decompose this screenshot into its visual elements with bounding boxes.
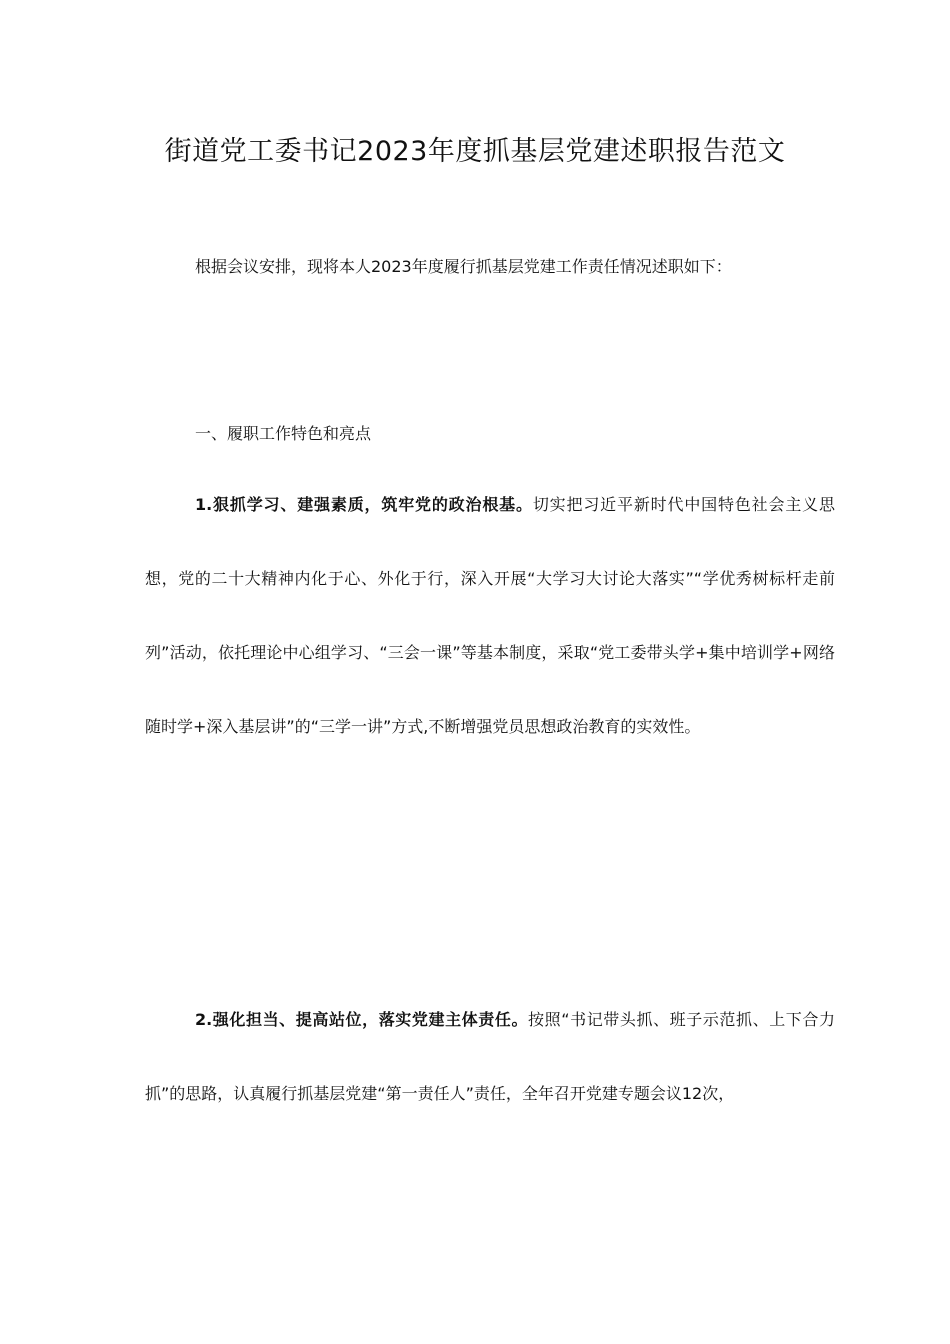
item-paragraph-2 (145, 983, 835, 1131)
intro-text: 根据会议安排，现将本人2023年度履行抓基层党建工作责任情况述职如下： (195, 257, 732, 276)
section-heading (145, 397, 835, 471)
item-1-lead: 1.狠抓学习、建强素质，筑牢党的政治根基。 (195, 495, 533, 514)
item-2-text: 按照“书记带头抓、班子示范抓、上下合力抓”的思路，认真履行抓基层党建“第一责任人”责任，全年召开党建专题会议12次， (145, 1010, 835, 1103)
item-2-lead: 2.强化担当、提高站位，落实党建主体责任。 (195, 1010, 529, 1029)
item-1-text: 切实把习近平新时代中国特色社会主义思想，党的二十大精神内化于心、外化于行，深入开展“大学习大讨论大落实”“学优秀树标杆走前列”活动，依托理论中心组学习、“三会一课”等基本制度，采取“党工委带头学+集中培训学+网络随时学+深入基层讲”的“三学一讲”方式,不断增强党员思想政治教育的实效性。 (145, 495, 835, 736)
intro-paragraph (145, 230, 835, 304)
document-title: 街道党工委书记2023年度抓基层党建述职报告范文 (164, 136, 786, 167)
section-heading-text: 一、履职工作特色和亮点 (195, 424, 372, 443)
item-paragraph-1 (145, 468, 835, 764)
